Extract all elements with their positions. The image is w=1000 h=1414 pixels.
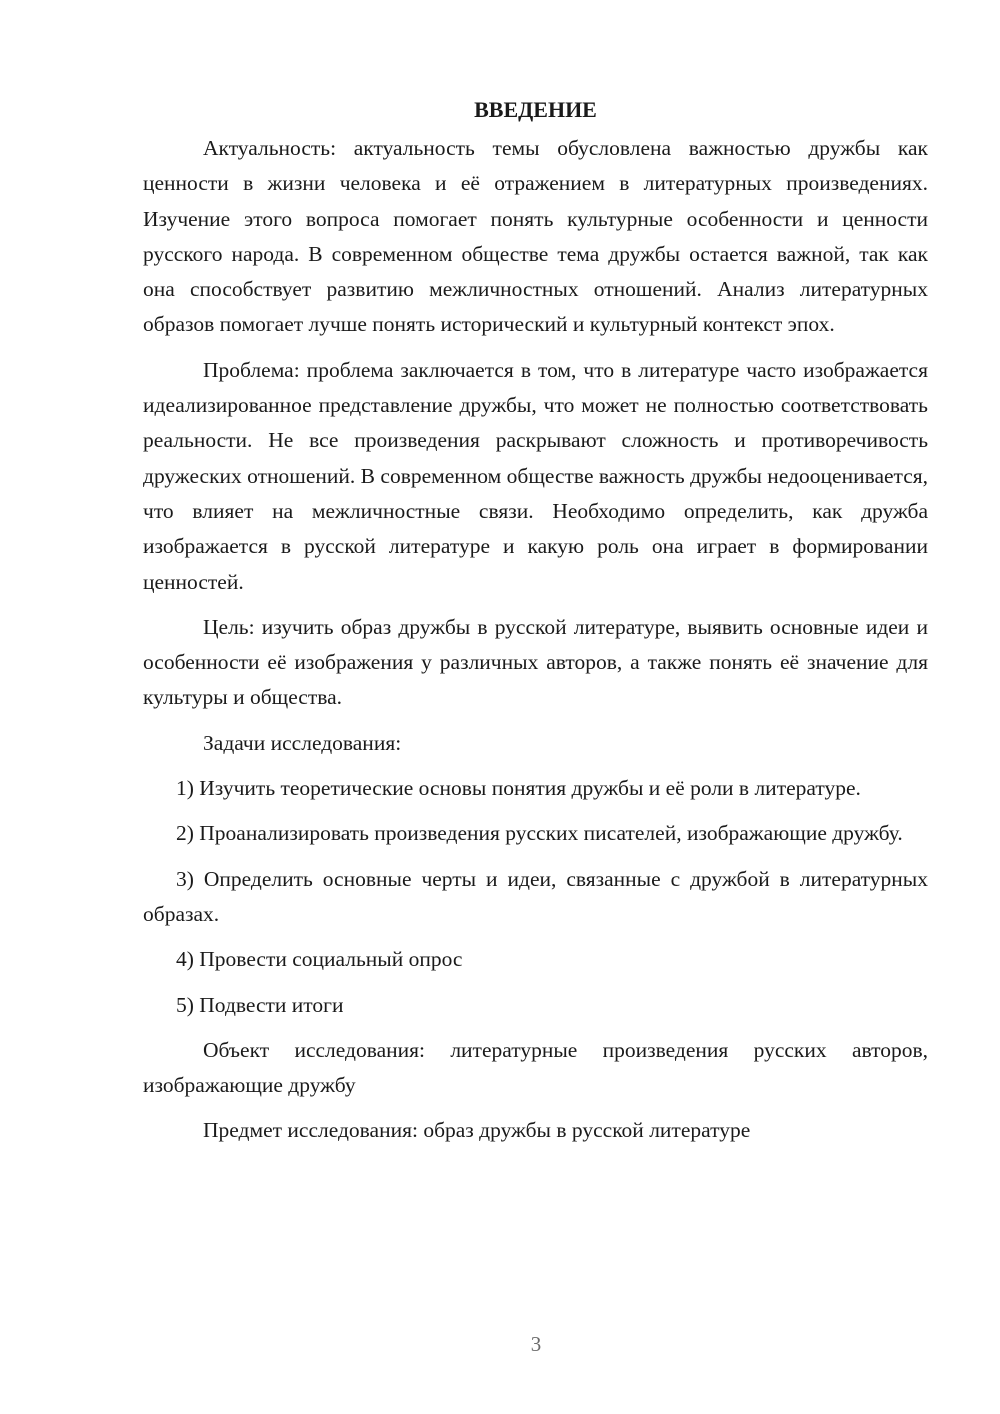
- paragraph-research-subject: Предмет исследования: образ дружбы в русской литературе: [203, 1118, 751, 1143]
- page-number: 3: [530, 1332, 542, 1356]
- tasks-heading: Задачи исследования:: [203, 730, 402, 755]
- document-page: [143, 92, 928, 1159]
- paragraph-relevance: Актуальность: актуальность темы обусловлена важностью дружбы как ценности в жизни человека и её отражением в литературных произведениях. Изучение этого вопроса помогает понять культурные особенности и ценности русского народа. В современном обществе тема дружбы остается важной, так как она способствует развитию межличностных отношений. Анализ литературных образов помогает лучше понять исторический и культурный контекст эпох.: [143, 136, 928, 337]
- task-item-3: 3) Определить основные черты и идеи, связанные с дружбой в литературных образах.: [143, 866, 928, 926]
- paragraph-research-object: Объект исследования: литературные произведения русских авторов, изображающие дружбу: [143, 1037, 928, 1098]
- task-item-5: 5) Подвести итоги: [176, 992, 344, 1017]
- task-item-2: 2) Проанализировать произведения русских писателей, изображающие дружбу.: [176, 821, 903, 846]
- task-item-4: 4) Провести социальный опрос: [176, 947, 463, 972]
- paragraph-goal: Цель: изучить образ дружбы в русской литературе, выявить основные идеи и особенности её изображения у различных авторов, а также понять её значение для культуры и общества.: [143, 614, 928, 710]
- paragraph-problem: Проблема: проблема заключается в том, что в литературе часто изображается идеализированное представление дружбы, что может не полностью соответствовать реальности. Не все произведения раскрывают сложность и противоречивость дружеских отношений. В современном обществе важность дружбы недооценивается, что влияет на межличностные связи. Необходимо определить, как дружба изображается в русской литературе и какую роль она играет в формировании ценностей.: [143, 357, 928, 594]
- page-title: ВВЕДЕНИЕ: [474, 97, 597, 122]
- task-item-1: 1) Изучить теоретические основы понятия дружбы и её роли в литературе.: [176, 776, 861, 801]
